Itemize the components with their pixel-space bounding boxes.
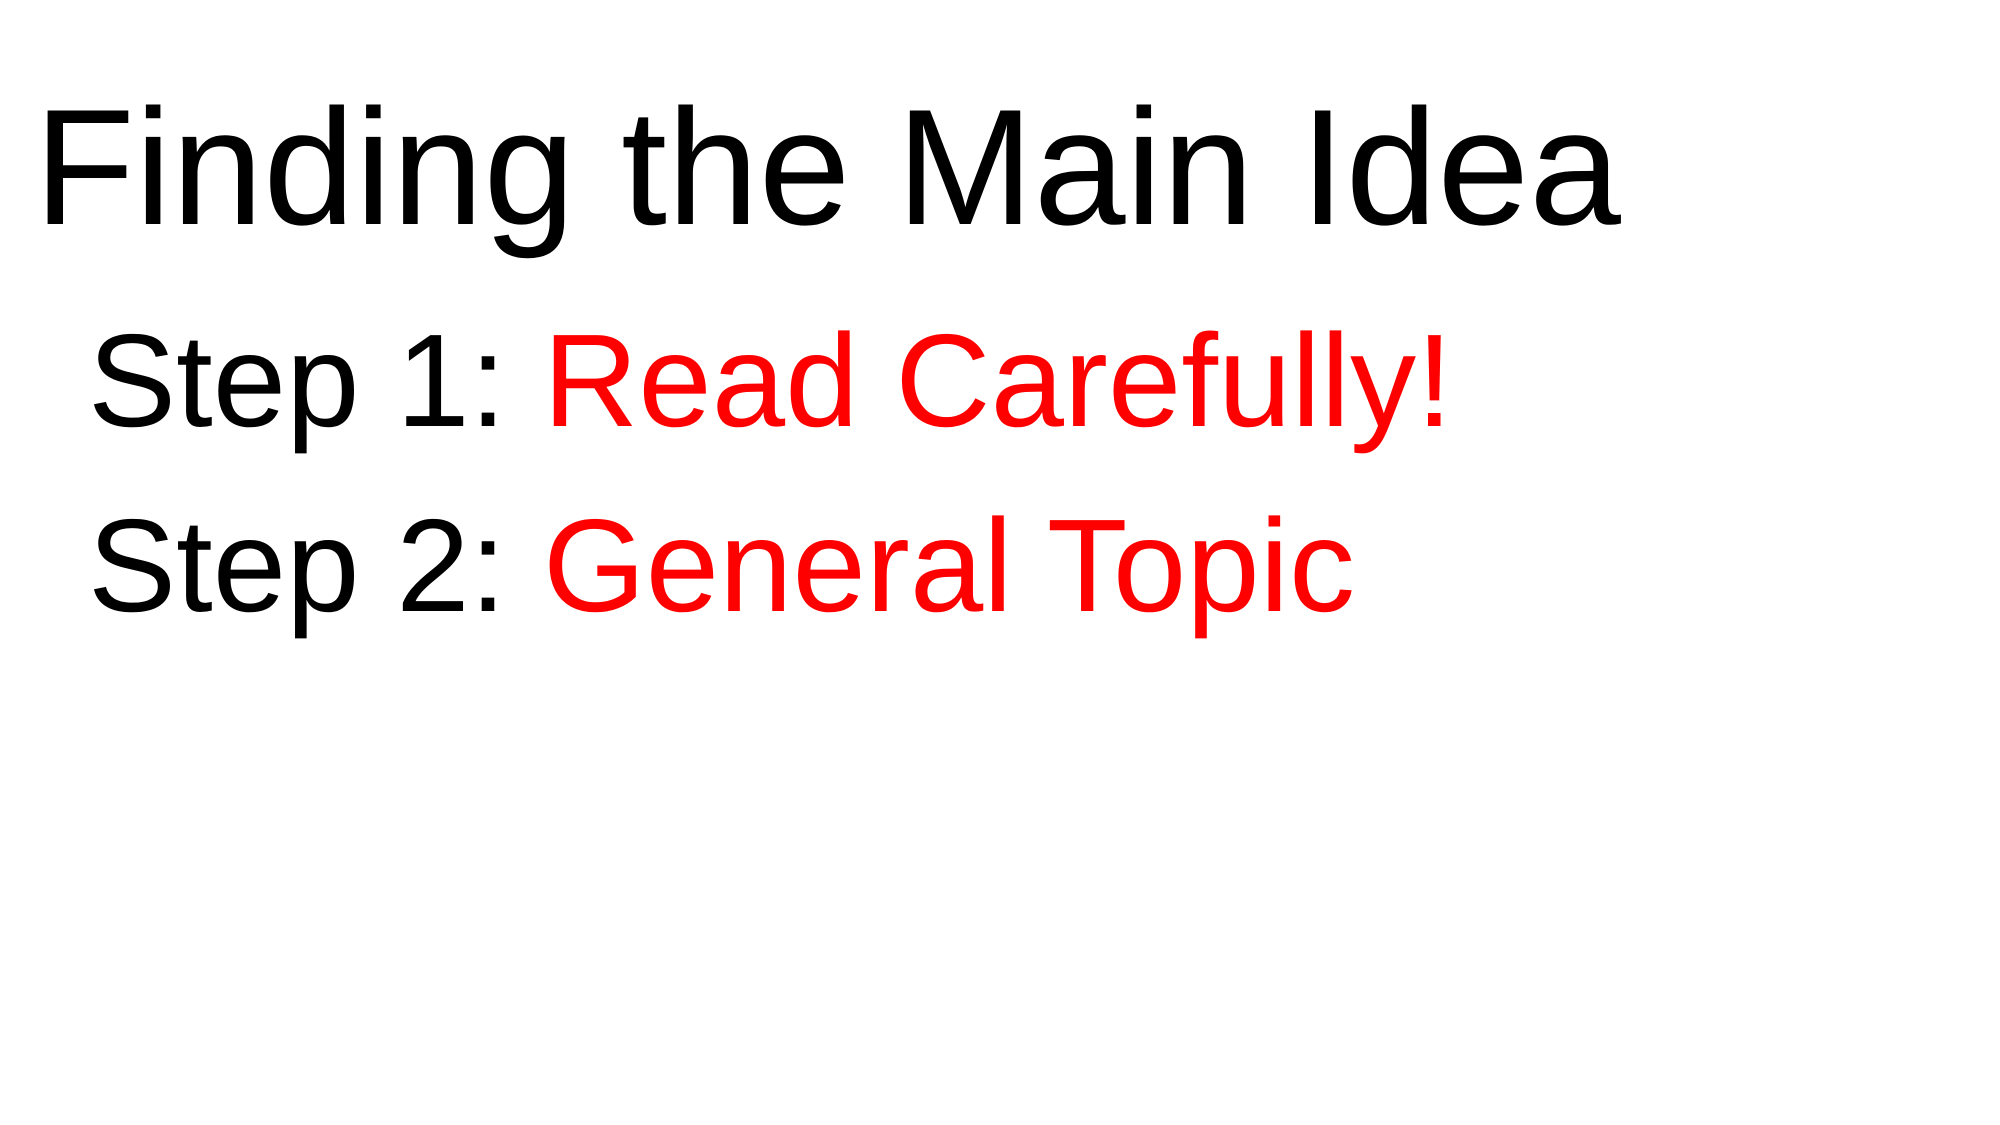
step-2 — [88, 491, 1355, 641]
slide-title: Finding the Main Idea — [34, 75, 1621, 259]
step-1-value: Read Carefully! — [542, 307, 1453, 454]
step-2-label: Step 2: — [88, 492, 543, 639]
step-2-value: General Topic — [542, 492, 1356, 639]
step-1-label: Step 1: — [88, 307, 543, 454]
step-1 — [88, 306, 1453, 456]
